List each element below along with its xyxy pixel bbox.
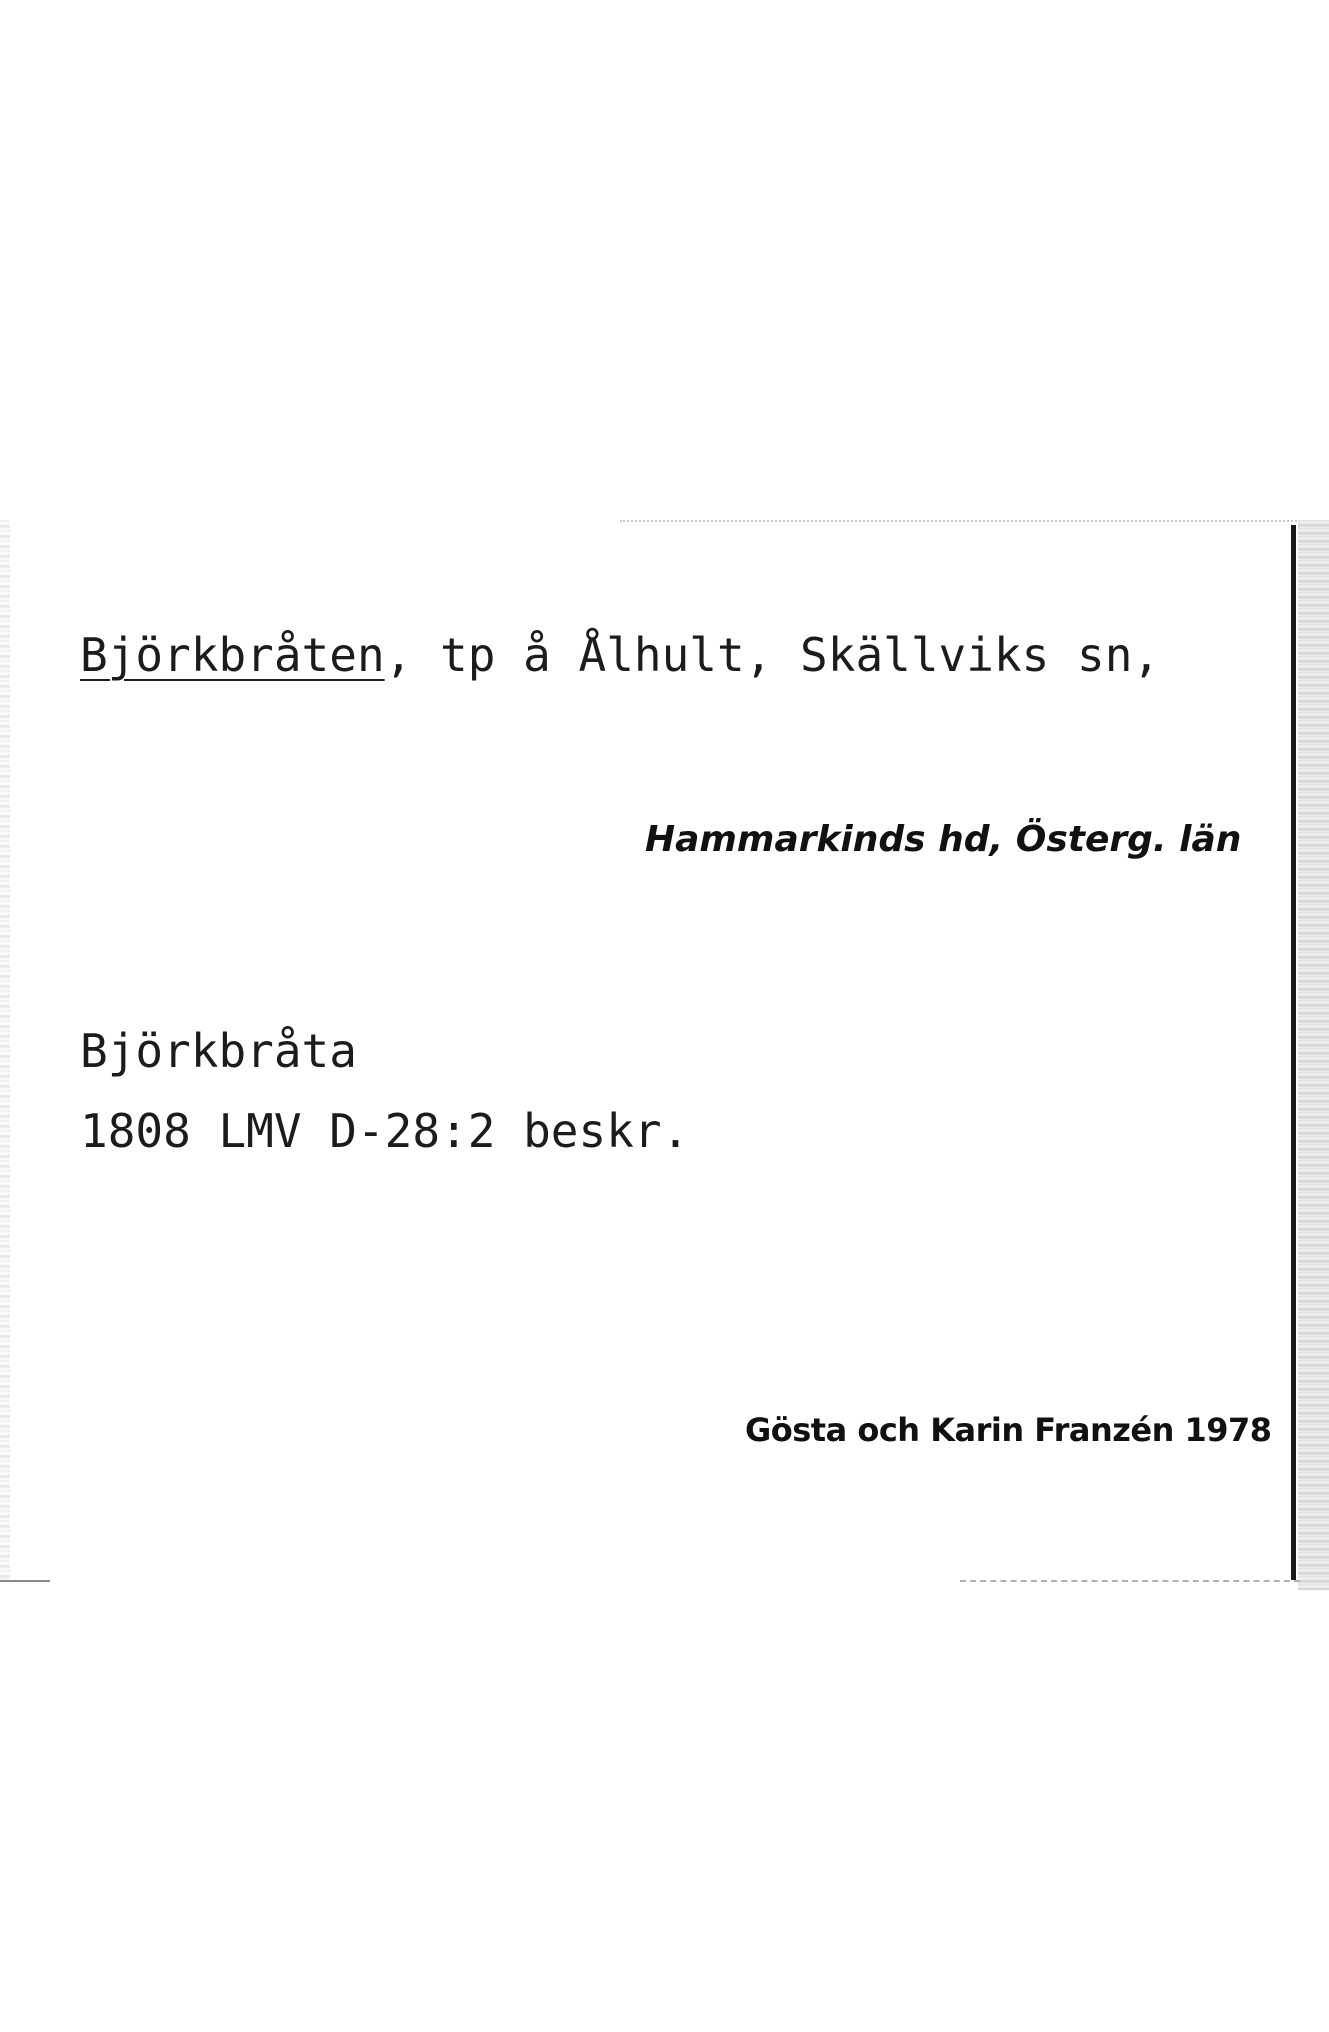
card-bottom-edge — [960, 1580, 1300, 1582]
source-reference: 1808 LMV D-28:2 beskr. — [80, 1104, 690, 1158]
title-line — [80, 628, 1161, 682]
variant-name: Björkbråta — [80, 1024, 357, 1078]
district-line: Hammarkinds hd, Österg. län — [645, 819, 1242, 860]
scan-edge-left — [0, 520, 10, 1580]
card-bottom-edge-left — [0, 1580, 50, 1582]
title-rest: , tp å Ålhult, Skällviks sn, — [384, 628, 1161, 682]
card-top-edge — [620, 520, 1300, 522]
scan-edge-right — [1298, 520, 1329, 1590]
card-right-edge — [1291, 525, 1296, 1580]
headword: Björkbråten — [80, 628, 385, 682]
credit-line: Gösta och Karin Franzén 1978 — [745, 1411, 1272, 1449]
